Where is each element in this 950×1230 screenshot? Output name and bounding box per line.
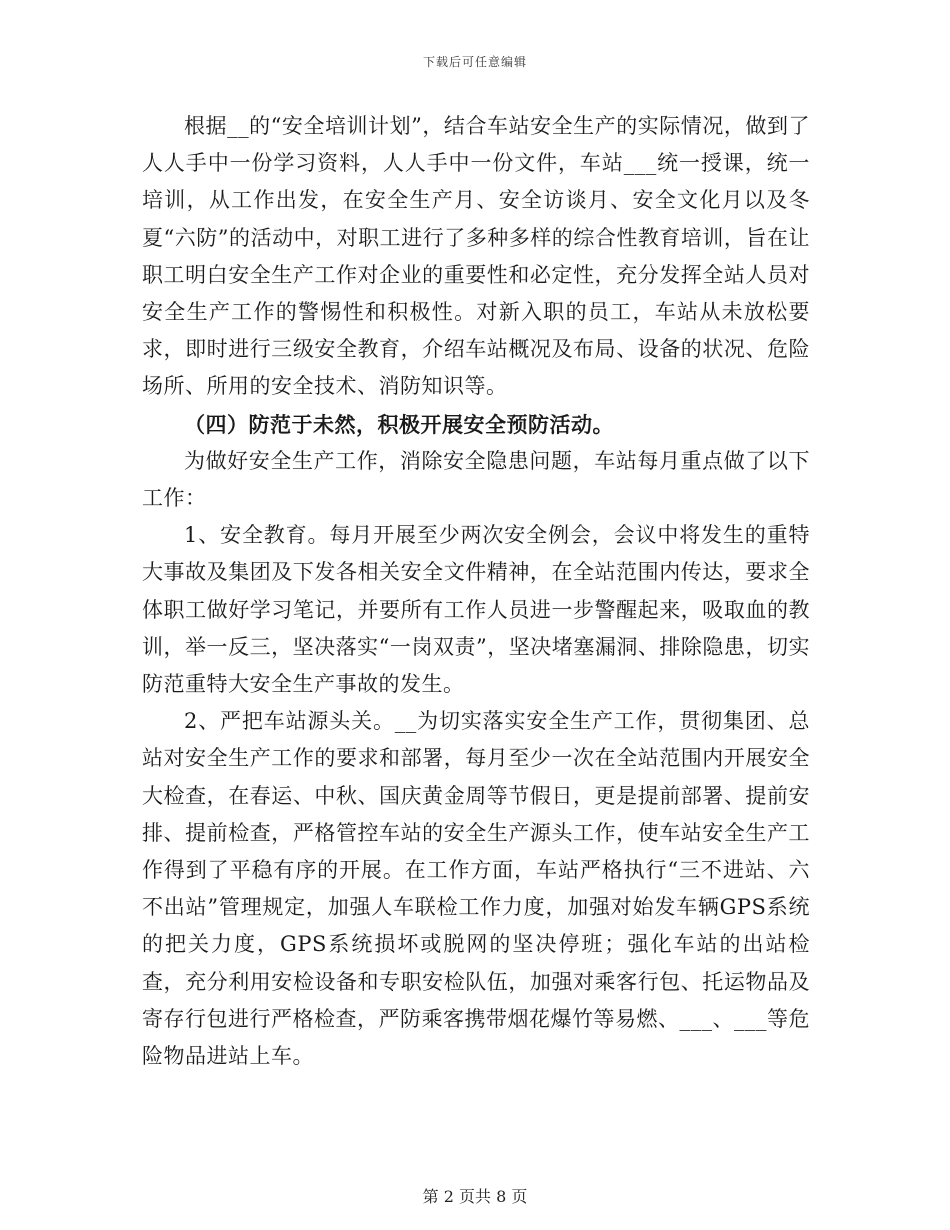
section-heading-prevention: （四）防范于未然，积极开展安全预防活动。 — [184, 411, 614, 437]
paragraph-item-safety-education: 1、安全教育。每月开展至少两次安全例会，会议中将发生的重特大事故及集团及下发各相关安全文件精神，在全站范围内传达，要求全体职工做好学习笔记，并要所有工作人员进一步警醒起来，吸取血的教训，举一反三，坚决落实“一岗双责”，坚决堵塞漏洞、排除隐患，切实防范重特大安全生产事故的发生。 — [142, 523, 810, 697]
paragraph-safety-training: 根据__的“安全培训计划”，结合车站安全生产的实际情况，做到了人人手中一份学习资料，人人手中一份文件，车站___统一授课，统一培训，从工作出发，在安全生产月、安全访谈月、安全文化月以及冬夏“六防”的活动中，对职工进行了多种多样的综合性教育培训，旨在让职工明白安全生产工作对企业的重要性和必定性，充分发挥全站人员对安全生产工作的警惕性和积极性。对新入职的员工，车站从未放松要求，即时进行三级安全教育，介绍车站概况及布局、设备的状况、危险场所、所用的安全技术、消防知识等。 — [142, 114, 810, 399]
paragraph-item-station-source: 2、严把车站源头关。__为切实落实安全生产工作，贯彻集团、总站对安全生产工作的要求和部署，每月至少一次在全站范围内开展安全大检查，在春运、中秋、国庆黄金周等节假日，更是提前部署、提前安排、提前检查，严格管控车站的安全生产源头工作，使车站安全生产工作得到了平稳有序的开展。在工作方面，车站严格执行“三不进站、六不出站”管理规定，加强人车联检工作力度，加强对始发车辆GPS系统的把关力度，GPS系统损坏或脱网的坚决停班；强化车站的出站检查，充分利用安检设备和专职安检队伍，加强对乘客行包、托运物品及寄存行包进行严格检查，严防乘客携带烟花爆竹等易燃、___、___等危险物品进站上车。 — [142, 709, 810, 1069]
paragraph-intro-work: 为做好安全生产工作，消除安全隐患问题，车站每月重点做了以下工作： — [142, 448, 810, 511]
page-number: 第 2 页共 8 页 — [422, 1187, 528, 1206]
page-header: 下载后可任意编辑 — [422, 55, 527, 69]
document-body — [142, 108, 810, 1075]
